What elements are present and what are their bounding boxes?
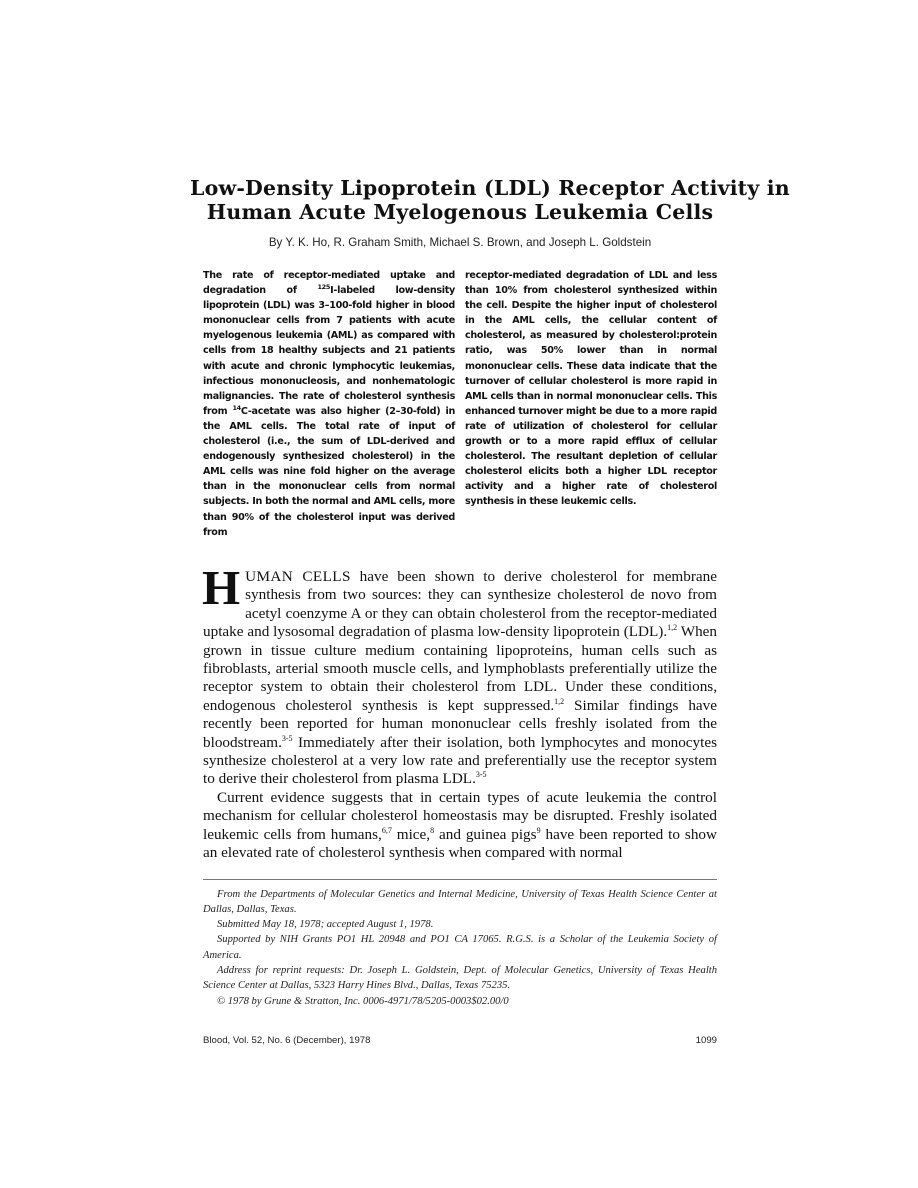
footnote-support: Supported by NIH Grants PO1 HL 20948 and PO1 CA 17065. R.G.S. is a Scholar of the Leukemia Society of America. — [203, 934, 717, 961]
superscript: 14 — [232, 403, 241, 412]
citation: 8 — [430, 825, 435, 835]
body-text-run: have been shown to derive cholesterol for membrane synthesis from two sources: they can synthesize cholesterol de novo from acetyl coenzyme A or they can obtain cholesterol from the receptor-mediated uptake and lysosomal degradation of plasma low-density lipoprotein (LDL). — [203, 568, 717, 641]
abstract-left-column — [203, 268, 455, 540]
footnote-divider — [203, 879, 717, 880]
abstract-text: I-labeled low-density lipoprotein (LDL) was 3–100-fold higher in blood mononuclear cells from 7 patients with acute myelogenous leukemia (AML) as compared with cells from 18 healthy subjects and 21 patients with acute and chronic lymphocytic leukemias, infectious mononucleosis, and nonhematologic malignancies. The rate of cholesterol synthesis from — [203, 285, 455, 417]
main-flow — [202, 560, 718, 1047]
abstract — [203, 268, 717, 540]
footnote-copyright: © 1978 by Grune & Stratton, Inc. 0006-4971/78/5205-0003$02.00/0 — [217, 995, 509, 1007]
body-text-run: mice, — [391, 825, 431, 843]
body-paragraph-2 — [203, 789, 717, 863]
footnote-affiliation: From the Departments of Molecular Genetics and Internal Medicine, University of Texas Health Science Center at Dallas, Dallas, Texas. — [203, 888, 717, 915]
drop-cap: H — [202, 560, 241, 615]
abstract-text: C-acetate was also higher (2–30-fold) in the AML cells. The total rate of input of cholesterol (i.e., the sum of LDL-derived and endogenously synthesized cholesterol) in the AML cells was nine fold higher on the average than in the mononuclear cells from normal subjects. In both the normal and AML cells, more than 90% of the cholesterol input was derived from — [203, 405, 455, 538]
body-paragraph-1 — [202, 560, 718, 789]
body-text-run: Immediately after their isolation, both lymphocytes and monocytes synthesize cholesterol at a very low rate and preferentially use the receptor system to derive their cholesterol from plasma LDL. — [203, 733, 717, 788]
journal-citation: Blood, Vol. 52, No. 6 (December), 1978 — [203, 1034, 371, 1046]
body-text-run: have been reported to show an elevated rate of cholesterol synthesis when compared with normal — [203, 825, 717, 862]
footnote-address: Address for reprint requests: Dr. Joseph L. Goldstein, Dept. of Molecular Genetics, University of Texas Health Science Center at Dallas, 5323 Harry Hines Blvd., Dallas, Texas 75235. — [203, 964, 717, 992]
abstract-right-column: receptor-mediated degradation of LDL and less than 10% from cholesterol synthesized within the cell. Despite the higher input of cholesterol in the AML cells, the cellular content of cholesterol, as measured by cholesterol:protein ratio, was 50% lower than in normal mononuclear cells. These data indicate that the turnover of cellular cholesterol is more rapid in AML cells than in normal mononuclear cells. This enhanced turnover might be due to a more rapid rate of utilization of cholesterol for cellular growth or to a more rapid efflux of cellular cholesterol. The resultant depletion of cellular cholesterol elicits both a higher LDL receptor activity and a higher rate of cholesterol synthesis in these leukemic cells. — [465, 270, 717, 508]
body-text-run: Current evidence suggests that in certain types of acute leukemia the control mechanism for cellular cholesterol homeostasis may be disrupted. Freshly isolated leukemic cells from humans, — [203, 788, 717, 843]
superscript: 125 — [317, 282, 331, 291]
footnotes — [203, 887, 717, 1009]
lead-in: UMAN CELLS — [245, 568, 351, 585]
title-line-1: Low-Density Lipoprotein (LDL) Receptor Activity in — [190, 176, 790, 200]
article-title — [190, 176, 790, 224]
citation: 1,2 — [554, 696, 565, 706]
citation: 1,2 — [667, 623, 678, 633]
citation: 6,7 — [381, 825, 392, 835]
abstract-text: The rate of receptor-mediated uptake and degradation of — [203, 270, 455, 297]
page-number: 1099 — [695, 1034, 717, 1046]
author-line: By Y. K. Ho, R. Graham Smith, Michael S. Brown, and Joseph L. Goldstein — [268, 236, 652, 249]
body-text-run: When grown in tissue culture medium containing lipoproteins, human cells such as fibroblasts, arterial smooth muscle cells, and lymphoblasts preferentially utilize the receptor system to obtain their cholesterol from LDL. Under these conditions, endogenous cholesterol synthesis is kept suppressed. — [203, 623, 718, 714]
body-text-run: and guinea pigs — [434, 825, 537, 843]
page-footer — [203, 1035, 717, 1047]
body-text-run: Similar findings have recently been reported for human mononuclear cells freshly isolated from the bloodstream. — [203, 696, 718, 751]
title-line-2: Human Acute Myelogenous Leukemia Cells — [206, 200, 714, 224]
footnote-submitted: Submitted May 18, 1978; accepted August 1, 1978. — [217, 919, 434, 931]
citation: 3-5 — [281, 733, 293, 743]
citation: 9 — [536, 825, 541, 835]
main-body — [202, 560, 718, 863]
citation: 3-5 — [475, 770, 487, 780]
